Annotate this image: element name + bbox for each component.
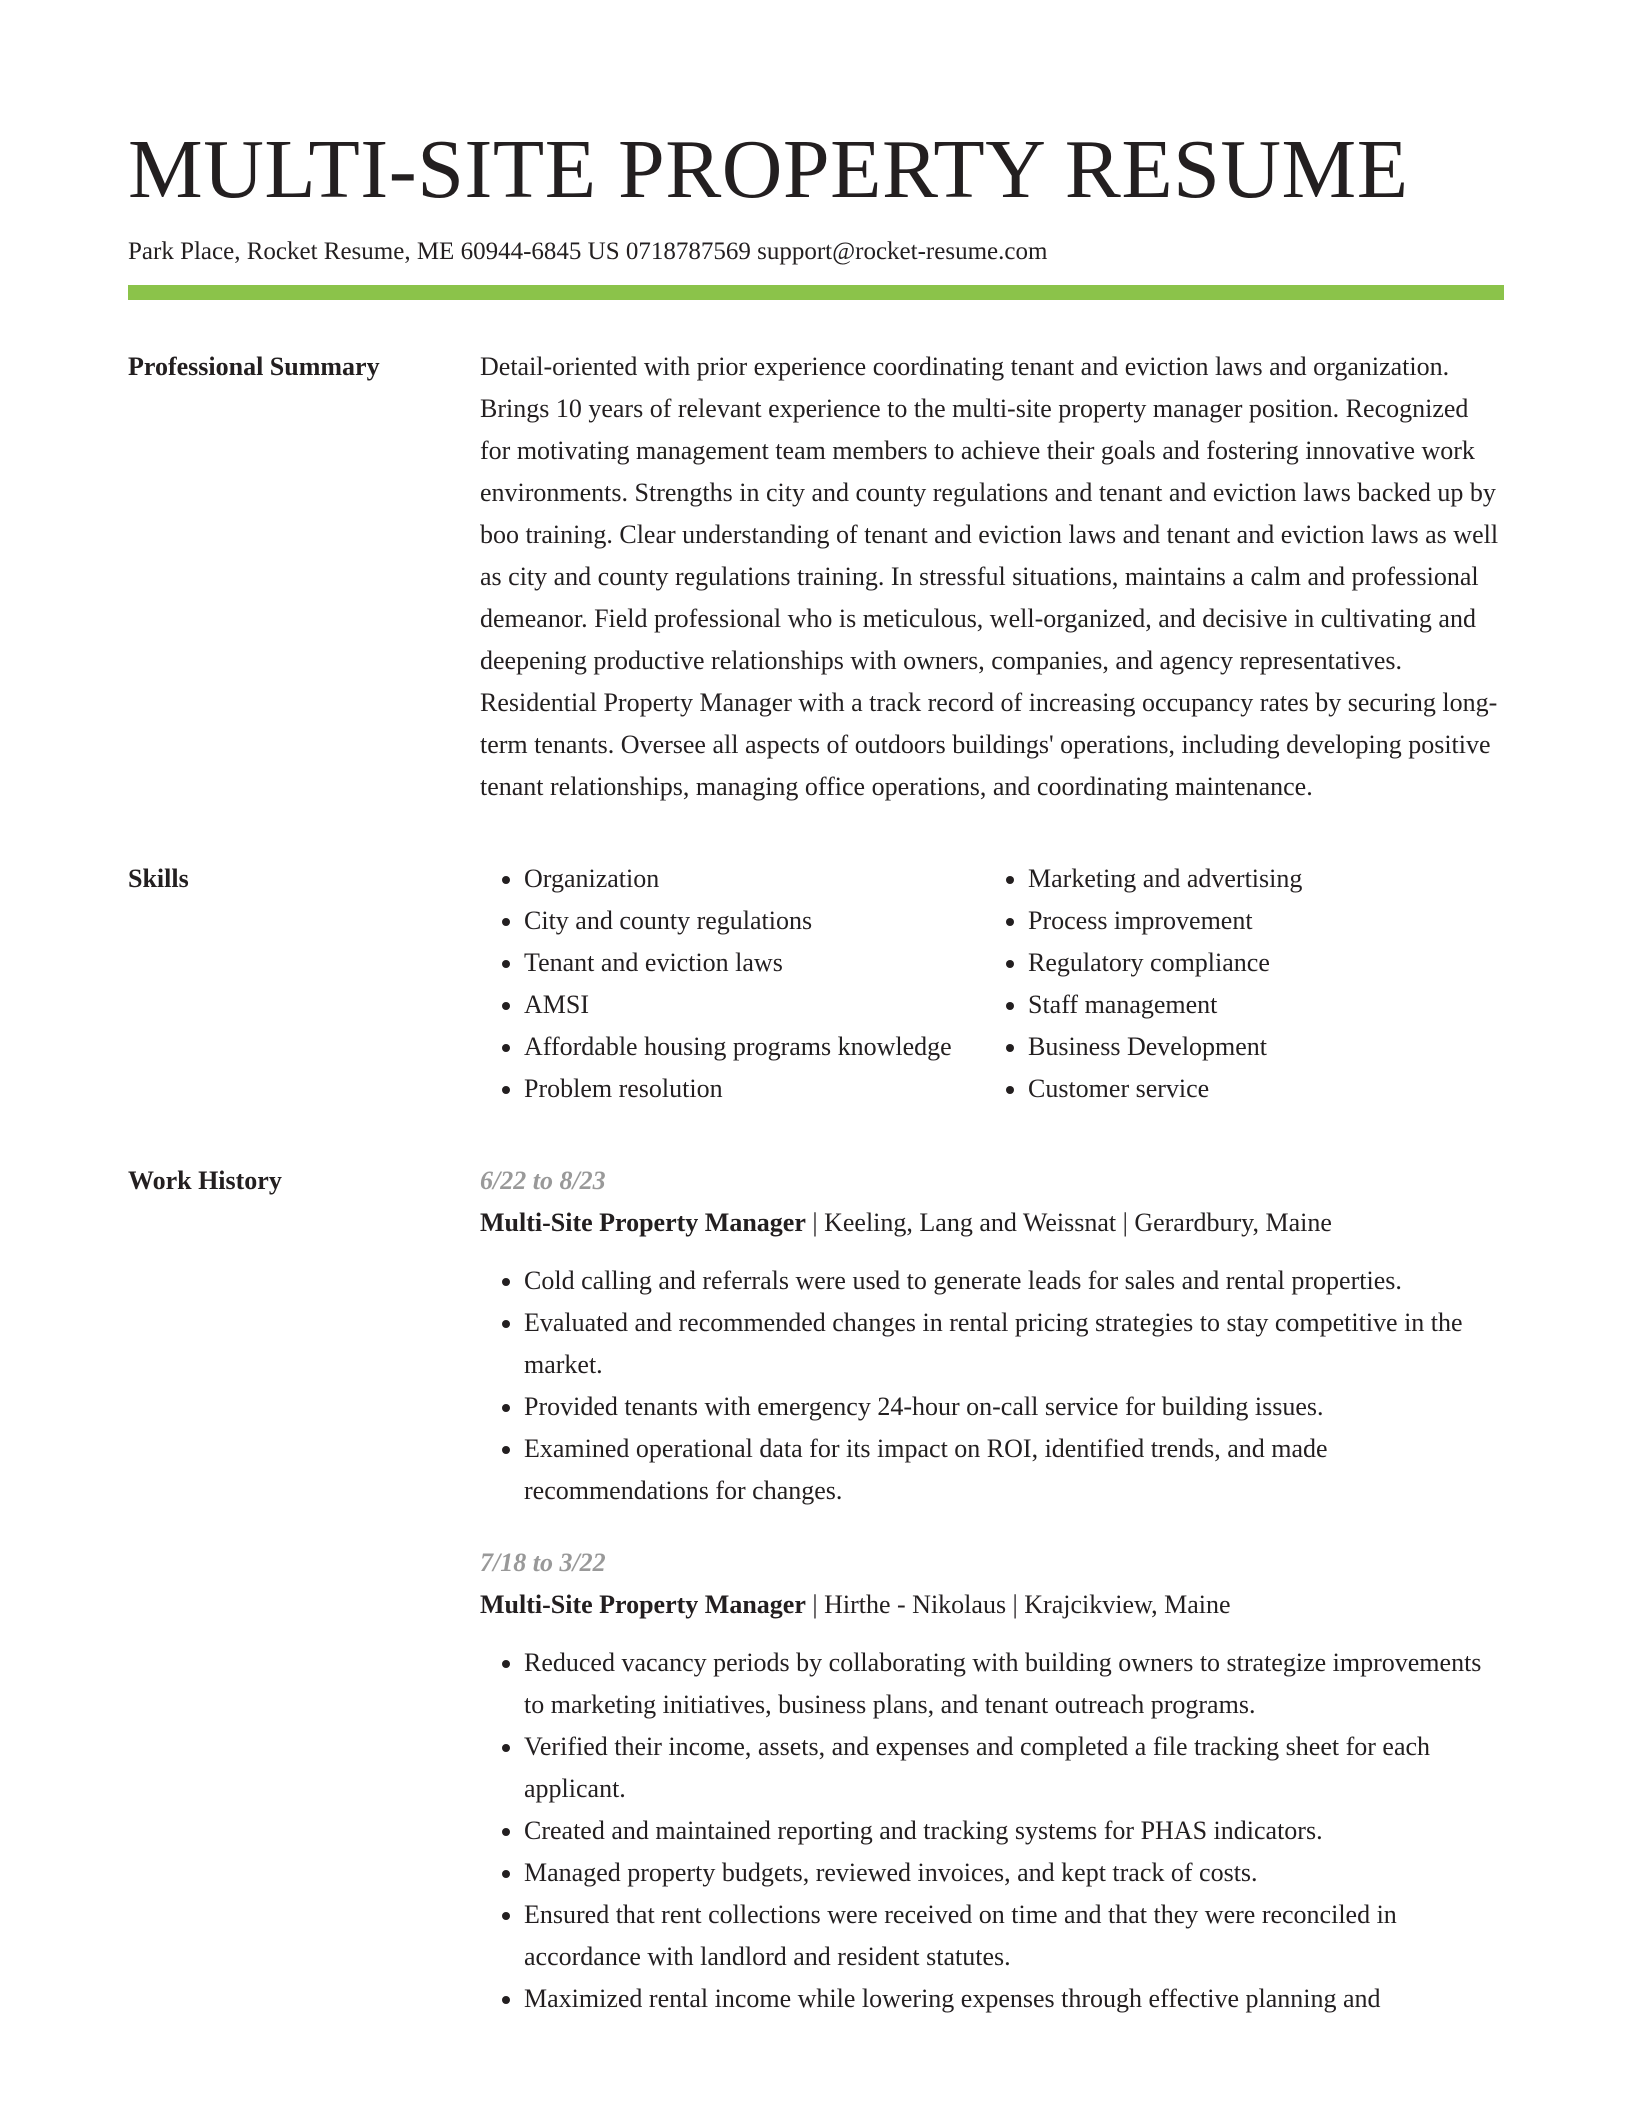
section-label-skills: Skills — [128, 864, 189, 893]
job-bullet: • Managed property budgets, reviewed invoices, and kept track of costs. — [524, 1852, 1504, 1894]
skill-item: • Regulatory compliance — [1028, 942, 1302, 984]
job-entry — [480, 1160, 1504, 1512]
section-label-work-history: Work History — [128, 1166, 282, 1195]
skill-item: • Process improvement — [1028, 900, 1302, 942]
job-bullets — [480, 1260, 1504, 1512]
skill-item: • AMSI — [524, 984, 984, 1026]
contact-line: Park Place, Rocket Resume, ME 60944-6845 US 0718787569 support@rocket-resume.com — [128, 238, 1048, 265]
job-title: Multi-Site Property Manager — [480, 1208, 806, 1237]
skill-item: • Customer service — [1028, 1068, 1302, 1110]
section-label-summary: Professional Summary — [128, 352, 380, 381]
job-bullet: • Provided tenants with emergency 24-hour on-call service for building issues. — [524, 1386, 1504, 1428]
job-bullet: • Created and maintained reporting and tracking systems for PHAS indicators. — [524, 1810, 1504, 1852]
job-bullet: • Reduced vacancy periods by collaborating with building owners to strategize improvements to marketing initiatives, business plans, and tenant outreach programs. — [524, 1642, 1504, 1726]
job-bullet: • Cold calling and referrals were used to generate leads for sales and rental properties. — [524, 1260, 1504, 1302]
skill-item: • Business Development — [1028, 1026, 1302, 1068]
job-dates: 6/22 to 8/23 — [480, 1166, 606, 1195]
skill-item: • Staff management — [1028, 984, 1302, 1026]
skills-section — [128, 858, 1504, 1110]
job-bullet: • Evaluated and recommended changes in rental pricing strategies to stay competitive in the market. — [524, 1302, 1504, 1386]
skill-item: • Tenant and eviction laws — [524, 942, 984, 984]
job-bullet: • Examined operational data for its impact on ROI, identified trends, and made recommendations for changes. — [524, 1428, 1504, 1512]
skill-item: • Organization — [524, 858, 984, 900]
work-history-section — [128, 1160, 1504, 2050]
skills-list-right — [984, 858, 1302, 1110]
skill-item: • Problem resolution — [524, 1068, 984, 1110]
job-bullet: • Maximized rental income while lowering expenses through effective planning and — [524, 1978, 1504, 2020]
job-entry — [480, 1542, 1504, 2020]
job-employer-location: | Hirthe - Nikolaus | Krajcikview, Maine — [805, 1590, 1231, 1619]
skill-item: • City and county regulations — [524, 900, 984, 942]
skill-item: • Marketing and advertising — [1028, 858, 1302, 900]
summary-section — [128, 346, 1504, 808]
skills-list-left — [480, 858, 984, 1110]
header-divider — [128, 285, 1504, 300]
job-bullets — [480, 1642, 1504, 2020]
resume-title: MULTI-SITE PROPERTY RESUME — [128, 123, 1409, 216]
resume-page — [128, 118, 1504, 2050]
job-employer-location: | Keeling, Lang and Weissnat | Gerardbury, Maine — [805, 1208, 1332, 1237]
job-title: Multi-Site Property Manager — [480, 1590, 806, 1619]
job-heading — [480, 1584, 1504, 1626]
skill-item: • Affordable housing programs knowledge — [524, 1026, 984, 1068]
job-heading — [480, 1202, 1504, 1244]
summary-text: Detail-oriented with prior experience coordinating tenant and eviction laws and organization. Brings 10 years of relevant experience to the multi-site property manager position. Recognized for motivating management team members to achieve their goals and fostering innovative work environments. Strengths in city and county regulations and tenant and eviction laws backed up by boo training. Clear understanding of tenant and eviction laws and tenant and eviction laws as well as city and county regulations training. In stressful situations, maintains a calm and professional demeanor. Field professional who is meticulous, well-organized, and decisive in cultivating and deepening productive relationships with owners, companies, and agency representatives. Residential Property Manager with a track record of increasing occupancy rates by securing long-term tenants. Oversee all aspects of outdoors buildings' operations, including developing positive tenant relationships, managing office operations, and coordinating maintenance. — [480, 352, 1499, 801]
job-bullet: • Ensured that rent collections were received on time and that they were reconciled in accordance with landlord and resident statutes. — [524, 1894, 1504, 1978]
job-bullet: • Verified their income, assets, and expenses and completed a file tracking sheet for each applicant. — [524, 1726, 1504, 1810]
job-dates: 7/18 to 3/22 — [480, 1548, 606, 1577]
